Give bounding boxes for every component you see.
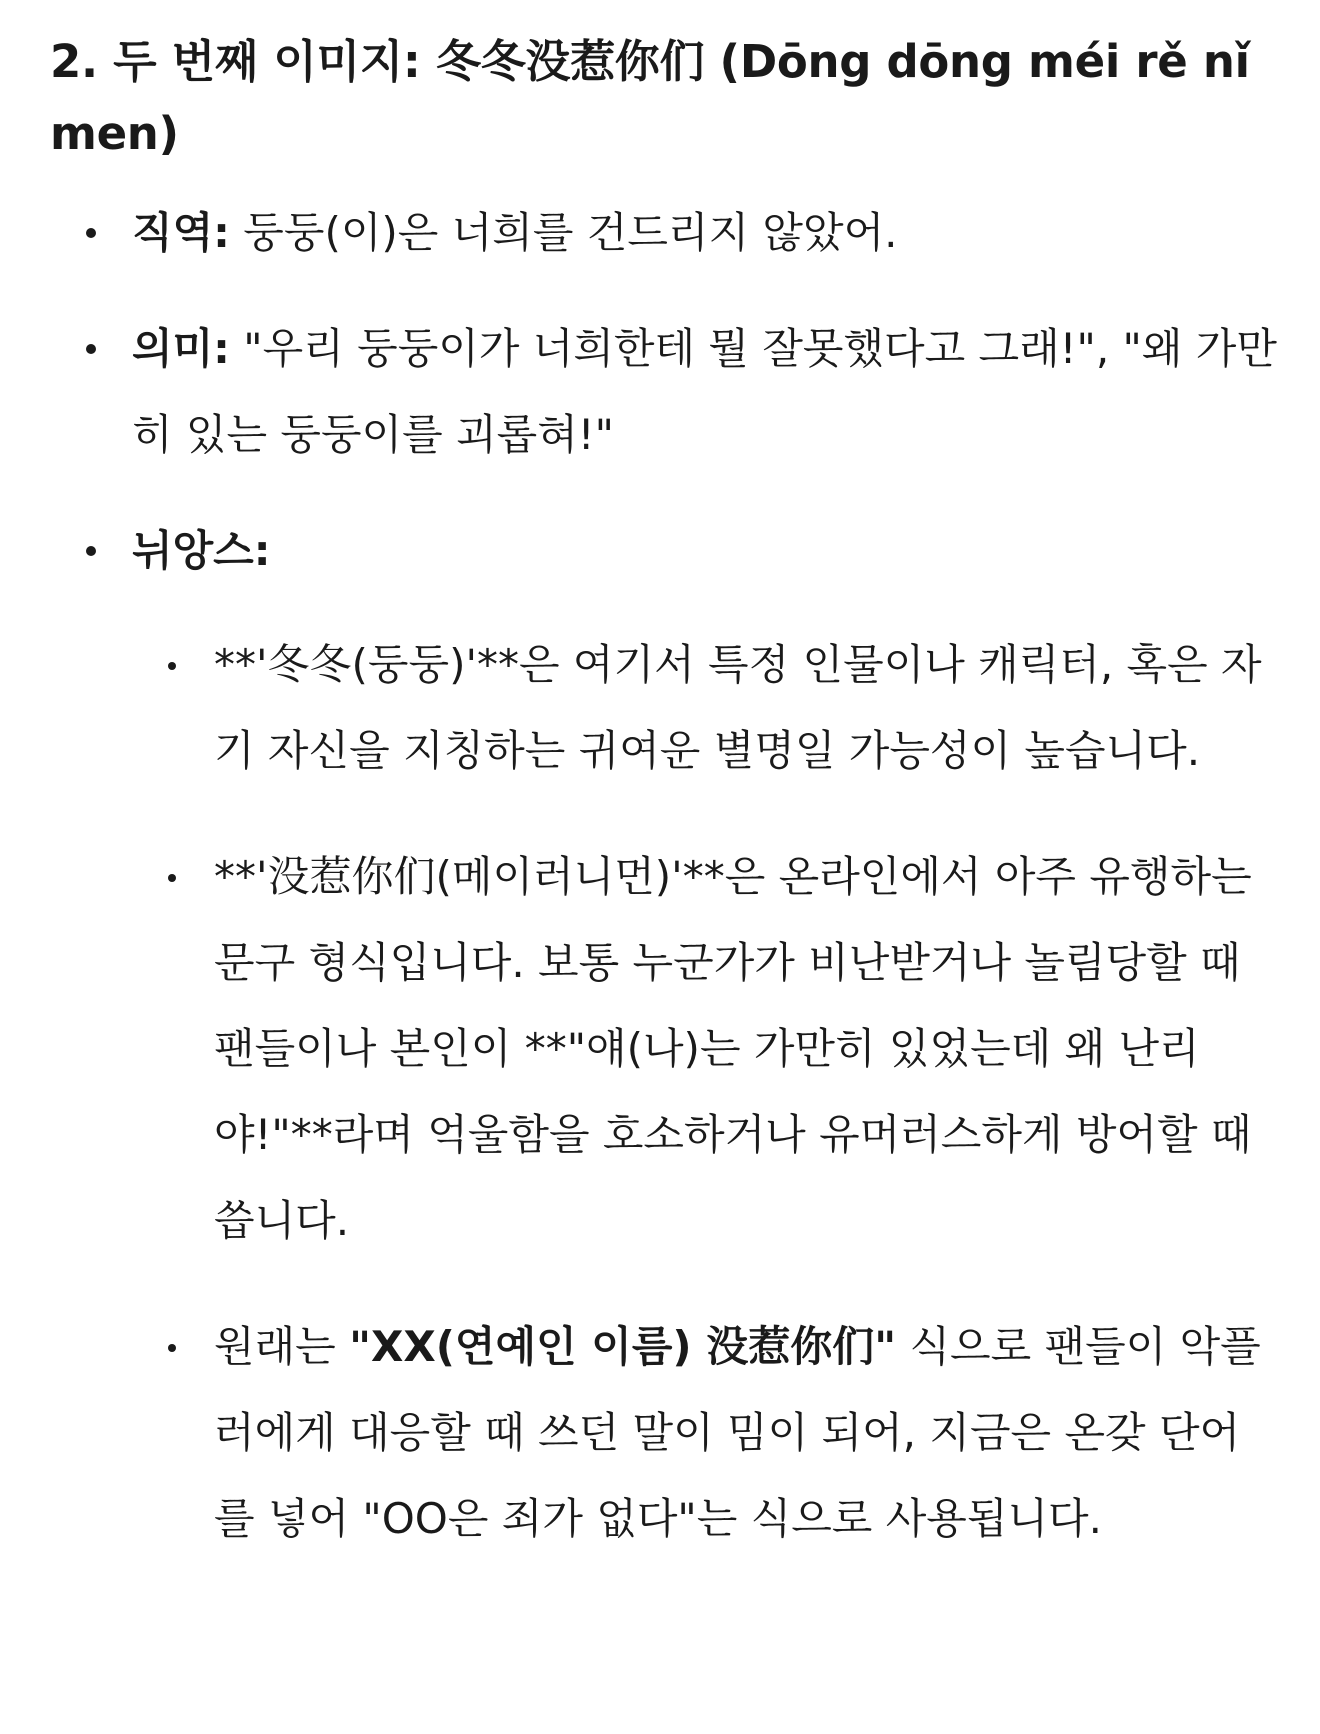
item-text-post: 식으로 팬들이 악플러에게 대응할 때 쓰던 말이 밈이 되어, 지금은 온갖 단어를 넣어 "OO은 죄가 없다"는 식으로 사용됩니다. [214,1322,1261,1543]
item-text: **'没惹你们(메이러니먼)'**은 온라인에서 아주 유행하는 문구 형식입니다. 보통 누군가가 비난받거나 놀림당할 때 팬들이나 본인이 **"얘(나)는 가만히 있었는데 왜 난리야!"**라며 억울함을 호소하거나 유머러스하게 방어할 때 씁니다. [214,852,1252,1245]
list-item-literal [50,190,1280,276]
item-text-pre: 원래는 [214,1322,350,1371]
item-text-bold: "XX(연예인 이름) 没惹你们" [349,1322,897,1371]
item-label: 의미: [132,324,230,373]
item-label: 직역: [132,208,230,257]
list-item [132,834,1280,1264]
list-item [132,622,1280,794]
bullet-list [50,190,1280,1562]
item-text: **'冬冬(둥둥)'**은 여기서 특정 인물이나 캐릭터, 혹은 자기 자신을 지칭하는 귀여운 별명일 가능성이 높습니다. [214,640,1262,775]
list-item [132,1304,1280,1562]
item-text: "우리 둥둥이가 너희한테 뭘 잘못했다고 그래!", "왜 가만히 있는 둥둥이를 괴롭혀!" [132,324,1277,459]
section-heading: 2. 두 번째 이미지: 冬冬没惹你们 (Dōng dōng méi rě nǐ men) [50,35,1250,160]
item-text: 둥둥(이)은 너희를 건드리지 않았어. [229,208,898,257]
item-label: 뉘앙스: [132,526,271,575]
list-item-nuance [50,508,1280,1562]
list-item-meaning [50,306,1280,478]
nested-bullet-list [132,622,1280,1562]
